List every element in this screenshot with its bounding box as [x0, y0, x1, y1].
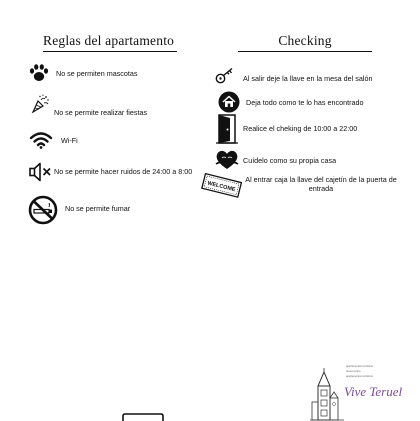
rule-leave-as-found: Deja todo como te lo has encontrado	[246, 98, 364, 107]
wifi-icon	[30, 132, 52, 149]
cathedral-tower-icon	[310, 368, 344, 420]
rule-no-parties: No se permite realizar fiestas	[54, 108, 148, 117]
rule-checkin-hours: Realice el cheking de 10:00 a 22:00	[243, 124, 358, 133]
checking-title-underline	[238, 51, 372, 53]
rule-key-box: Al entrar caja la llave del cajetín de la puerta de entrada	[245, 175, 397, 193]
rules-title: Reglas del apartamento	[43, 33, 177, 49]
logo-brand-text: Vive Teruel	[344, 384, 403, 399]
logo-small-text-1: apartamentos turísticos	[346, 365, 373, 368]
rule-wifi: Wi-Fi	[61, 136, 78, 145]
rule-care-home: Cuídelo como su propia casa	[243, 156, 337, 165]
paw-icon	[29, 64, 49, 82]
welcome-mat-icon	[200, 173, 244, 199]
rule-no-smoking: No se permite fumar	[65, 204, 131, 213]
home-icon	[218, 91, 240, 113]
welcome-mat-label: WELCOME	[206, 180, 236, 194]
heart-hands-icon	[214, 148, 240, 172]
rules-title-underline	[43, 51, 177, 53]
speaker-mute-icon	[29, 162, 53, 182]
rule-no-pets: No se permiten mascotas	[56, 69, 138, 78]
vive-teruel-logo	[310, 362, 403, 420]
rule-leave-key: Al salir deje la llave en la mesa del salón	[243, 74, 373, 83]
key-icon	[215, 67, 237, 85]
checking-title: Checking	[238, 33, 372, 49]
logo-small-text-2: teruel centro	[346, 370, 361, 373]
no-smoking-icon	[28, 195, 58, 225]
door-icon	[216, 114, 238, 144]
rule-no-noise: No se permite hacer ruidos de 24:00 a 8:00	[54, 167, 193, 176]
logo-small-text-3: apartamentos turísticos	[346, 375, 373, 378]
party-popper-icon	[30, 94, 50, 114]
